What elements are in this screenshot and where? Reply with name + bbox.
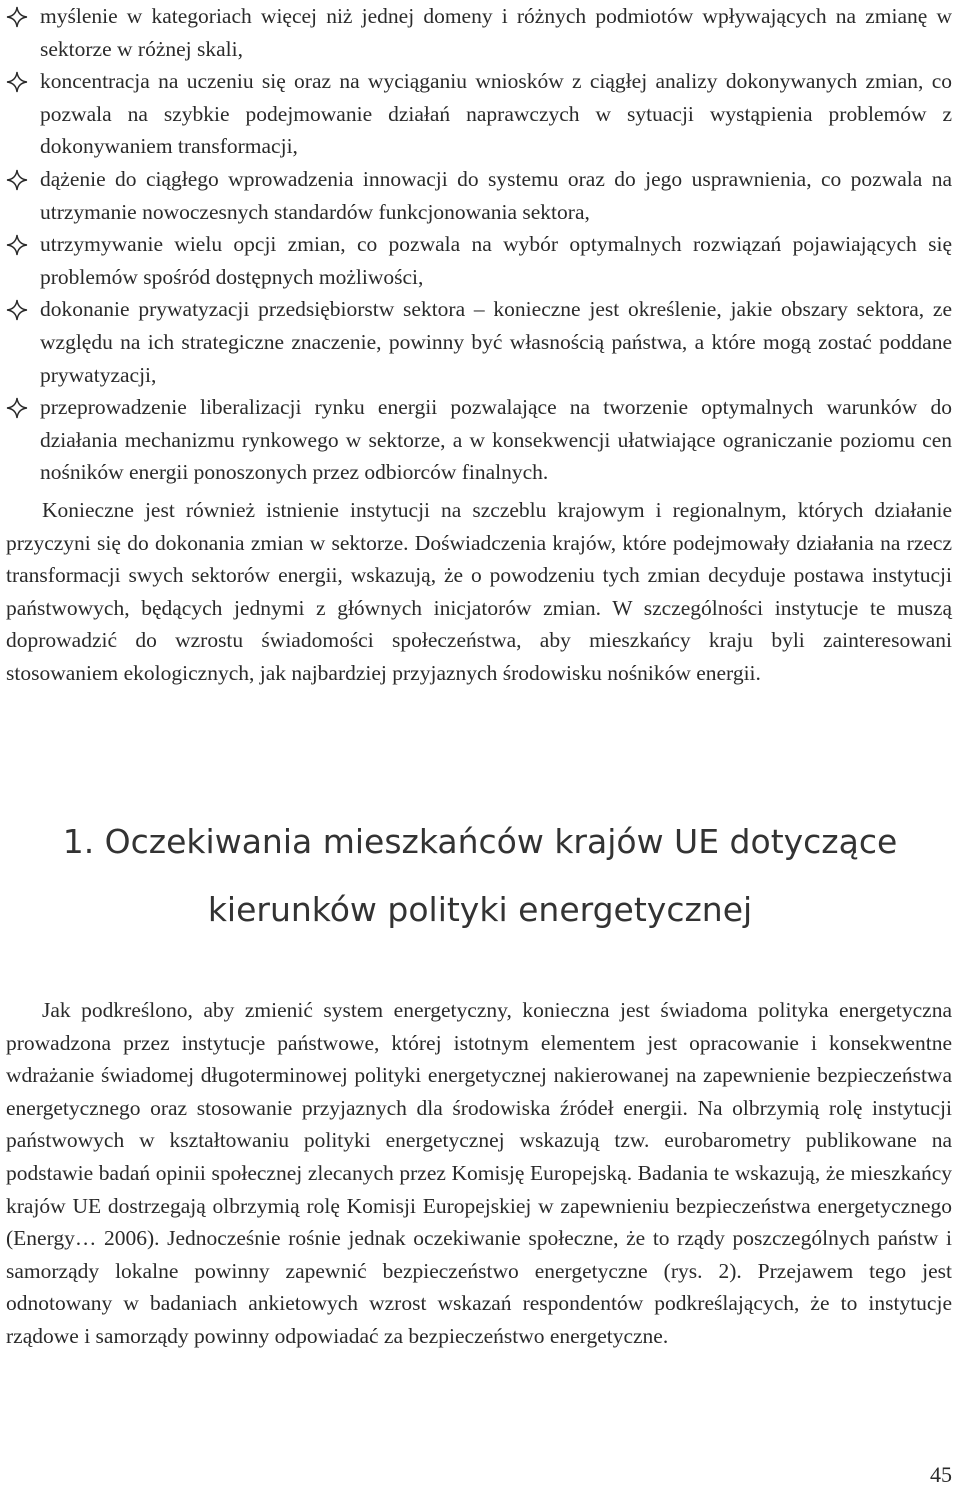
bullet-item xyxy=(0,65,960,163)
bullet-text: myślenie w kategoriach więcej niż jednej domeny i różnych podmiotów wpływających na zmianę w sektorze w różnej skali, xyxy=(40,4,952,61)
four-point-star-icon xyxy=(6,169,28,191)
bullet-item xyxy=(0,228,960,293)
bullet-text: utrzymywanie wielu opcji zmian, co pozwala na wybór optymalnych rozwiązań pojawiających się problemów spośród dostępnych możliwości, xyxy=(40,232,952,289)
bullet-item xyxy=(0,0,960,65)
four-point-star-icon xyxy=(6,71,28,93)
section-heading-line-2: kierunków polityki energetycznej xyxy=(207,890,753,929)
bullet-text: przeprowadzenie liberalizacji rynku energii pozwalające na tworzenie optymalnych warunków do działania mechanizmu rynkowego w sektorze, a w konsekwencji ułatwiające ograniczanie poziomu cen nośników energii ponoszonych przez odbiorców finalnych. xyxy=(40,395,952,485)
bullet-list xyxy=(0,0,960,489)
body-paragraph: Jak podkreślono, aby zmienić system energetyczny, konieczna jest świadoma polityka energetyczna prowadzona przez instytucje państwowe, której istotnym elementem jest opracowanie i konsekwentne wdrażanie świadomej długoterminowej polityki energetycznej nakierowanej na zapewnienie bezpieczeństwa energetycznego oraz stosowanie przyjaznych dla środowiska źródeł energii. Na olbrzymią rolę instytucji państwowych w kształtowaniu polityki energetycznej wskazują tzw. eurobarometry publikowane na podstawie badań opinii społecznej zlecanych przez Komisję Europejską. Badania te wskazują, że mieszkańcy krajów UE dostrzegają olbrzymią rolę Komisji Europejskiej w zapewnieniu bezpieczeństwa energetycznego (Energy… 2006). Jednocześnie rośnie jednak oczekiwanie społeczne, że to rządy poszczególnych państw i samorządy lokalne powinny zapewnić bezpieczeństwo energetyczne (rys. 2). Przejawem tego jest odnotowany w badaniach ankietowych wzrost wskazań respondentów podkreślających, że to instytucje rządowe i samorządy powinny odpowiadać za bezpieczeństwo energetyczne. xyxy=(6,998,952,1348)
four-point-star-icon xyxy=(6,299,28,321)
four-point-star-icon xyxy=(6,397,28,419)
four-point-star-icon xyxy=(6,234,28,256)
body-paragraph: Konieczne jest również istnienie instytucji na szczeblu krajowym i regionalnym, których działanie przyczyni się do dokonania zmian w sektorze. Doświadczenia krajów, które podejmowały działania na rzecz transformacji swych sektorów energii, wskazują, że o powodzeniu tych zmian decyduje postawa instytucji państwowych, będących jednymi z głównych inicjatorów zmian. W szczególności instytucje te muszą doprowadzić do wzrostu świadomości społeczeństwa, aby mieszkańcy kraju byli zainteresowani stosowaniem ekologicznych, jak najbardziej przyjaznych środowisku nośników energii. xyxy=(6,498,952,685)
bullet-text: koncentracja na uczeniu się oraz na wyciąganiu wniosków z ciągłej analizy dokonywanych zmian, co pozwala na szybkie podejmowanie działań naprawczych w sytuacji wystąpienia problemów z dokonywaniem transformacji, xyxy=(40,69,952,159)
bullet-item xyxy=(0,293,960,391)
section-heading xyxy=(0,808,960,944)
page-number: 45 xyxy=(930,1462,952,1487)
four-point-star-icon xyxy=(6,6,28,28)
bullet-text: dokonanie prywatyzacji przedsiębiorstw sektora – konieczne jest określenie, jakie obszary sektora, ze względu na ich strategiczne znaczenie, powinny być własnością państwa, a które mogą zostać poddane prywatyzacji, xyxy=(40,297,952,387)
bullet-item xyxy=(0,391,960,489)
bullet-item xyxy=(0,163,960,228)
section-heading-line-1: 1. Oczekiwania mieszkańców krajów UE dotyczące xyxy=(62,822,898,861)
bullet-text: dążenie do ciągłego wprowadzenia innowacji do systemu oraz do jego usprawnienia, co pozwala na utrzymanie nowoczesnych standardów funkcjonowania sektora, xyxy=(40,166,952,224)
